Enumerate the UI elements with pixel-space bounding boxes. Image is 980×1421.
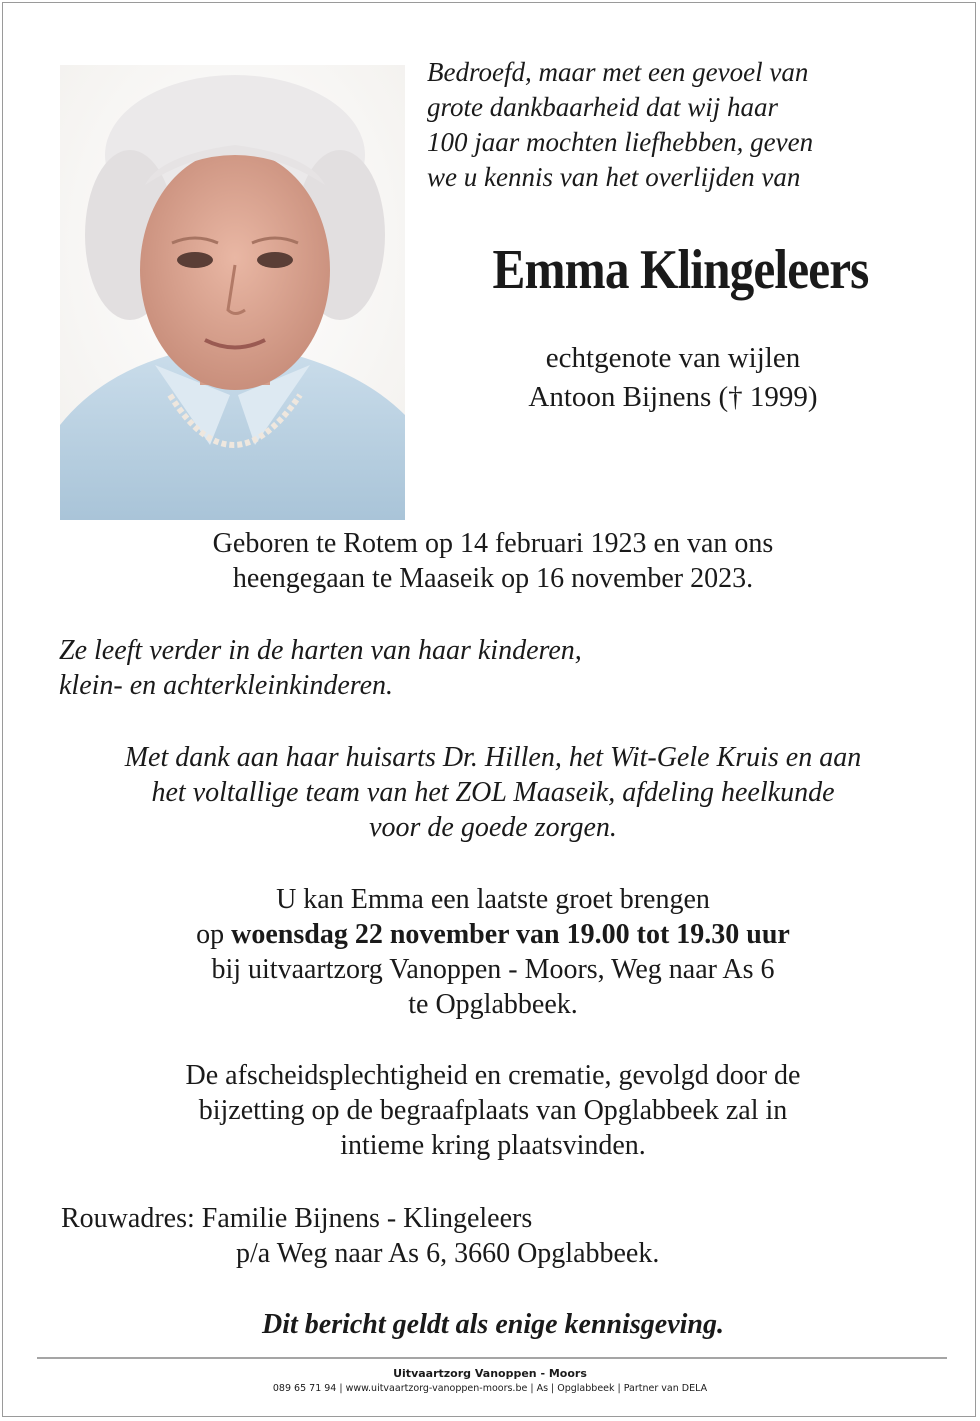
farewell-date-time: woensdag 22 november van 19.00 tot 19.30 uur [231, 919, 790, 950]
mourning-address [61, 1201, 861, 1271]
notice-text: Dit bericht geldt als enige kennisgeving. [262, 1309, 724, 1340]
portrait-photo [60, 65, 405, 520]
farewell-line2-prefix: op [196, 919, 232, 950]
funeral-home-contact: 089 65 71 94 | www.uitvaartzorg-vanoppen-moors.be | As | Opglabbeek | Partner van DELA [272, 1383, 708, 1394]
farewell-line1: U kan Emma een laatste groet brengen [276, 884, 710, 915]
portrait-image [60, 65, 405, 520]
farewell-visit [43, 882, 943, 1022]
intro-text: Bedroefd, maar met een gevoel van grote dankbaarheid dat wij haar 100 jaar mochten liefhebben, geven we u kennis van het overlijden van [427, 57, 814, 192]
ceremony-text: De afscheidsplechtigheid en crematie, gevolgd door de bijzetting op de begraafplaats van Opglabbeek zal in intieme kring plaatsvinden. [185, 1060, 801, 1161]
deceased-name: Emma Klingeleers [492, 239, 869, 301]
address-line1: Rouwadres: Familie Bijnens - Klingeleers [61, 1203, 533, 1234]
lives-on-text: Ze leeft verder in de harten van haar kinderen, klein- en achterkleinkinderen. [59, 635, 582, 701]
footer-divider [37, 1357, 947, 1359]
birth-death-text: Geboren te Rotem op 14 februari 1923 en van ons heengegaan te Maaseik op 16 november 2023. [212, 528, 774, 594]
funeral-home-name: Uitvaartzorg Vanoppen - Moors [393, 1367, 587, 1380]
spouse-text: echtgenote van wijlen Antoon Bijnens († 1999) [528, 342, 818, 413]
farewell-location: bij uitvaartzorg Vanoppen - Moors, Weg naar As 6 te Opglabbeek. [211, 954, 775, 1020]
obituary-card [2, 2, 976, 1417]
thanks-text: Met dank aan haar huisarts Dr. Hillen, het Wit-Gele Kruis en aan het voltallige team van het ZOL Maaseik, afdeling heelkunde voor de goede zorgen. [124, 742, 862, 843]
address-line2: p/a Weg naar As 6, 3660 Opglabbeek. [236, 1238, 660, 1269]
